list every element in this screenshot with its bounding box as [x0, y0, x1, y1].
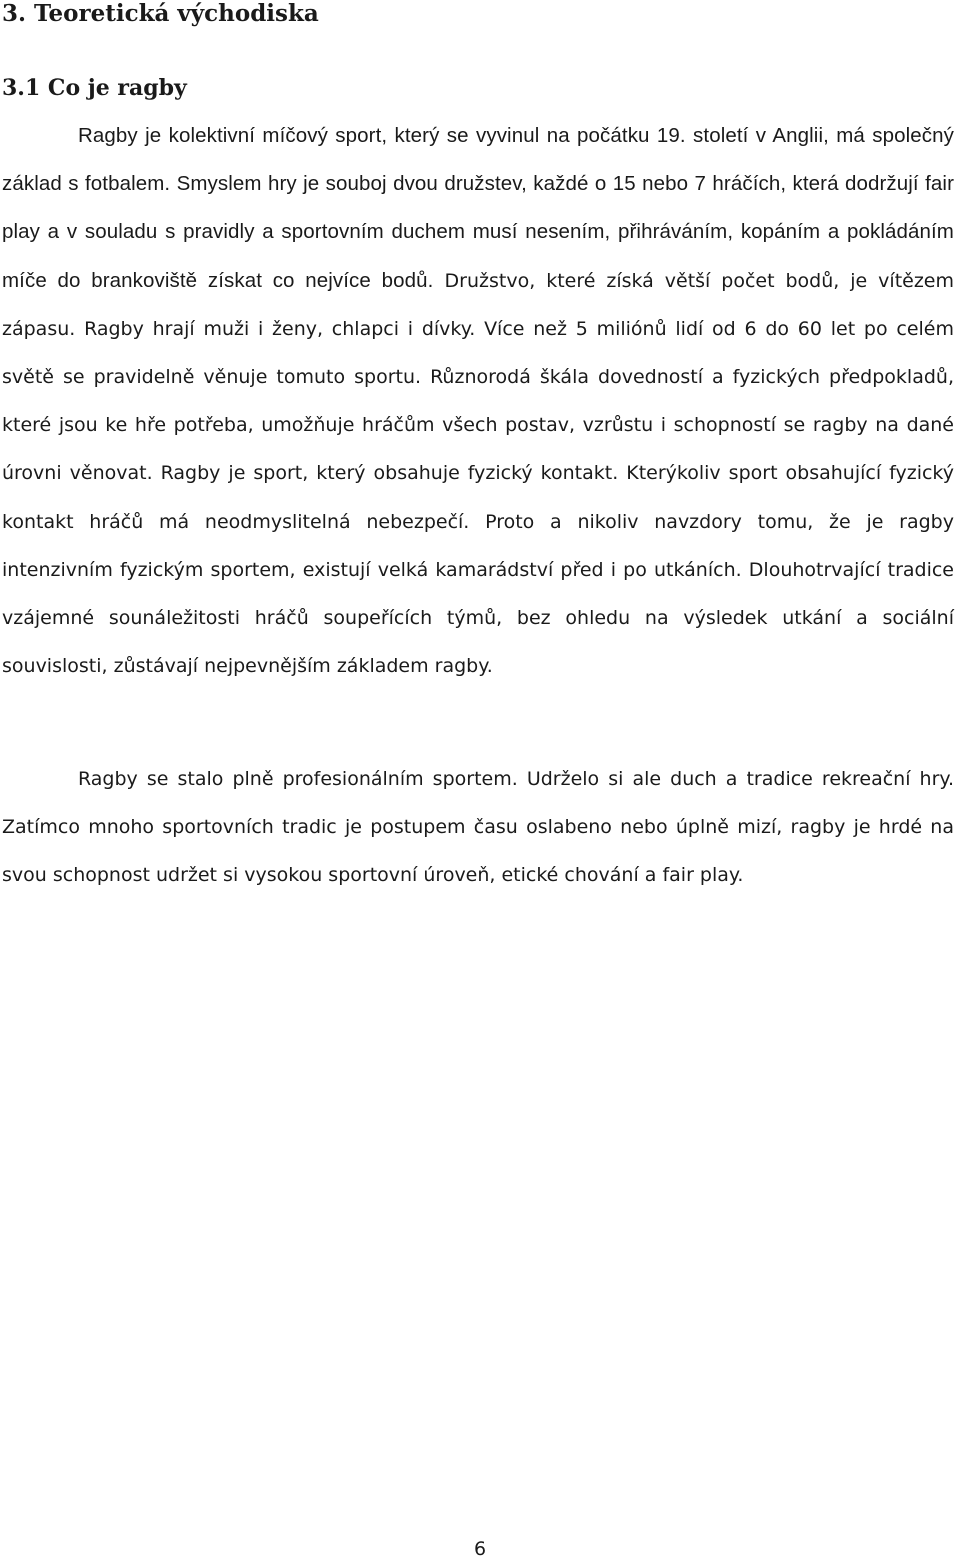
paragraph-2	[2, 755, 954, 900]
paragraph-1-text-b: Družstvo, které získá větší počet bodů, je vítězem zápasu. Ragby hrají muži i ženy, chlapci i dívky. Více než 5 miliónů lidí od 6 do 60 let po celém světě se pravidelně věnuje tomuto sportu. Různorodá škála dovedností a fyzických předpokladů, které jsou ke hře potřeba, umožňuje hráčům všech postav, vzrůstu i schopností se ragby na dané úrovni věnovat. Ragby je sport, který obsahuje fyzický kontakt. Kterýkoliv sport obsahující fyzický kontakt hráčů má neodmyslitelná nebezpečí. Proto a nikoliv navzdory tomu, že je ragby intenzivním fyzickým sportem, existují velká kamarádství před i po utkáních. Dlouhotrvající tradice vzájemné sounáležitosti hráčů soupeřících týmů, bez ohledu na výsledek utkání a sociální souvislosti, zůstávají nejpevnějším základem ragby.	[2, 269, 955, 678]
page-number: 6	[473, 1538, 487, 1560]
section-title: 3.1 Co je ragby	[2, 75, 187, 101]
paragraph-2-text: Ragby se stalo plně profesionálním sportem. Udrželo si ale duch a tradice rekreační hry. Zatímco mnoho sportovních tradic je postupem času oslabeno nebo úplně mizí, ragby je hrdé na svou schopnost udržet si vysokou sportovní úroveň, etické chování a fair play.	[2, 768, 954, 887]
paragraph-1-text-a: Ragby je kolektivní míčový sport, který se vyvinul na počátku 19. století v Anglii, má společný základ s fotbalem. Smyslem hry je souboj dvou družstev, každé o 15 nebo 7 hráčích, která dodržují fair play a v souladu s pravidly a sportovním duchem musí nesením, přihráváním, kopáním a pokládáním míče do brankoviště získat co nejvíce bodů.	[2, 124, 954, 292]
chapter-title: 3. Teoretická východiska	[2, 0, 319, 27]
paragraph-1	[2, 112, 954, 690]
